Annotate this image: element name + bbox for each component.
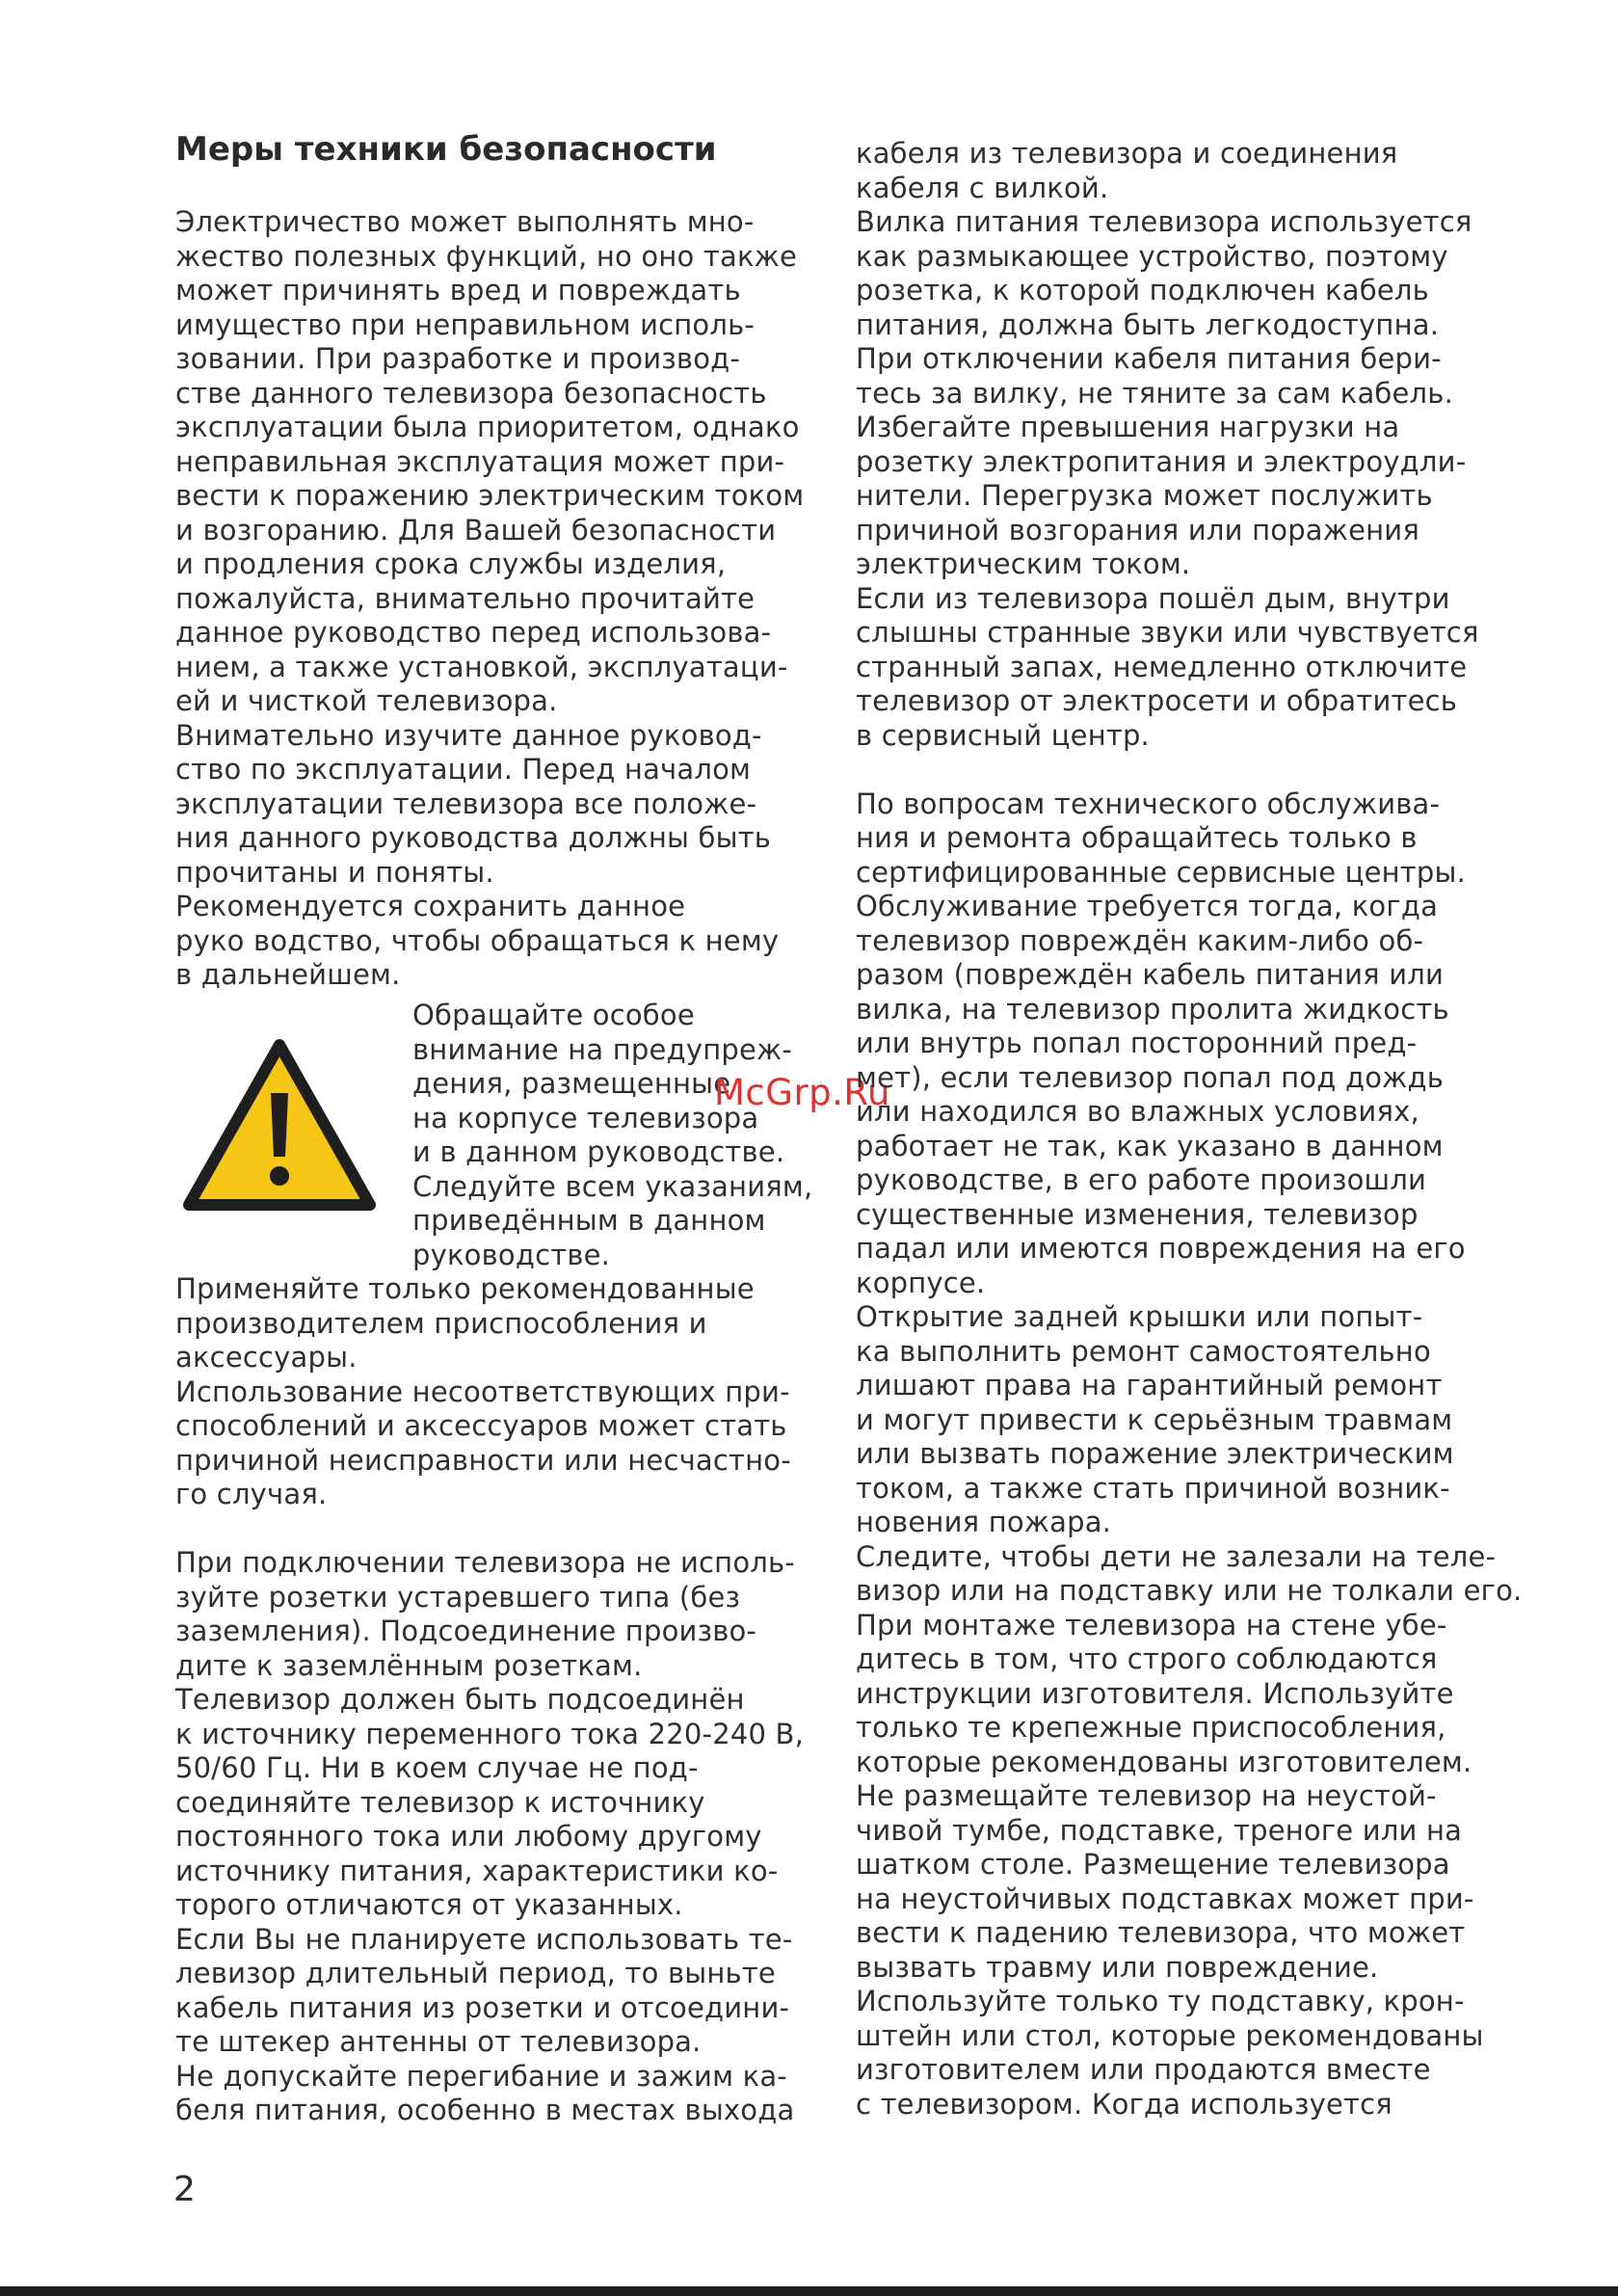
- page-number: 2: [173, 2170, 196, 2209]
- text-line: Вилка питания телевизора используется: [856, 205, 1472, 238]
- text-line: кабеля из телевизора и соединения: [856, 137, 1398, 170]
- text-line: штейн или стол, которые рекомендованы: [856, 2018, 1484, 2052]
- text-line: неправильная эксплуатация может при-: [175, 444, 785, 478]
- watermark: McGrp.Ru: [714, 1072, 890, 1113]
- bottom-rule: [0, 2286, 1618, 2296]
- text-line: причиной возгорания или поражения: [856, 513, 1419, 547]
- right-column-text: [856, 137, 1522, 2122]
- text-line: прочитаны и поняты.: [175, 855, 494, 889]
- text-line: эксплуатации была приоритетом, однако: [175, 411, 800, 443]
- text-line: изготовителем или продаются вместе: [856, 2053, 1431, 2086]
- text-line: визор или на подставку или не толкали его.: [856, 1574, 1523, 1607]
- text-line: питания, должна быть легкодоступна.: [856, 307, 1440, 341]
- left-column-bottom-text: [175, 1272, 804, 2128]
- text-line: Если Вы не планируете использовать те-: [175, 1922, 793, 1956]
- text-line: сертифицированные сервисные центры.: [856, 855, 1467, 889]
- text-line: Рекомендуется сохранить данное: [175, 890, 686, 922]
- text-line: При отключении кабеля питания бери-: [856, 342, 1442, 375]
- text-line: постоянного тока или любому другому: [175, 1820, 762, 1853]
- text-line: При монтаже телевизора на стене убе-: [856, 1608, 1447, 1642]
- text-line: которые рекомендованы изготовителем.: [856, 1745, 1472, 1778]
- text-line: 50/60 Гц. Ни в коем случае не под-: [175, 1751, 699, 1784]
- text-line: дения, размещенные: [412, 1067, 731, 1100]
- text-line: стве данного телевизора безопасность: [175, 376, 767, 410]
- text-line: способлений и аксессуаров может стать: [175, 1409, 787, 1442]
- text-line: Следите, чтобы дети не залезали на теле-: [856, 1539, 1497, 1573]
- text-line: телевизор повреждён каким-либо об-: [856, 923, 1424, 957]
- text-line: Обращайте особое: [412, 999, 695, 1031]
- text-line: жество полезных функций, но оно также: [175, 239, 798, 273]
- text-line: руководстве.: [412, 1238, 611, 1271]
- text-line: с телевизором. Когда используется: [856, 2087, 1393, 2121]
- text-line: [175, 1512, 804, 1547]
- text-line: розетку электропитания и электроудли-: [856, 444, 1467, 478]
- text-line: Следуйте всем указаниям,: [412, 1169, 813, 1203]
- text-line: электрическим током.: [856, 547, 1191, 580]
- text-line: Избегайте превышения нагрузки на: [856, 411, 1400, 443]
- text-line: новения пожара.: [856, 1506, 1112, 1538]
- text-line: зуйте розетки устаревшего типа (без: [175, 1580, 741, 1614]
- text-line: дите к заземлённым розеткам.: [175, 1648, 643, 1682]
- text-line: При подключении телевизора не исполь-: [175, 1546, 795, 1579]
- text-line: ство по эксплуатации. Перед началом: [175, 753, 752, 786]
- text-line: и продления срока службы изделия,: [175, 547, 727, 580]
- text-line: те штекер антенны от телевизора.: [175, 2025, 702, 2058]
- text-line: источнику питания, характеристики ко-: [175, 1854, 779, 1887]
- text-line: ка выполнить ремонт самостоятельно: [856, 1334, 1431, 1368]
- text-line: Применяйте только рекомендованные: [175, 1272, 755, 1305]
- text-line: вызвать травму или повреждение.: [856, 1950, 1379, 1984]
- text-line: Если из телевизора пошёл дым, внутри: [856, 581, 1450, 615]
- text-line: корпусе.: [856, 1266, 986, 1299]
- text-line: как размыкающее устройство, поэтому: [856, 239, 1448, 273]
- text-line: может причинять вред и повреждать: [175, 274, 741, 307]
- text-line: падал или имеются повреждения на его: [856, 1232, 1466, 1265]
- text-line: Не допускайте перегибание и зажим ка-: [175, 2059, 787, 2093]
- text-line: шатком столе. Размещение телевизора: [856, 1848, 1450, 1881]
- text-line: соединяйте телевизор к источнику: [175, 1785, 705, 1819]
- text-line: работает не так, как указано в данном: [856, 1129, 1444, 1162]
- text-line: нители. Перегрузка может послужить: [856, 479, 1433, 512]
- text-line: данное руководство перед использова-: [175, 616, 772, 649]
- text-line: эксплуатации телевизора все положе-: [175, 787, 757, 820]
- text-line: в дальнейшем.: [175, 958, 401, 991]
- text-line: руководстве, в его работе произошли: [856, 1163, 1427, 1196]
- text-line: разом (повреждён кабель питания или: [856, 958, 1445, 991]
- text-line: Открытие задней крышки или попыт-: [856, 1300, 1423, 1333]
- text-line: током, а также стать причиной возник-: [856, 1471, 1450, 1505]
- text-line: или находился во влажных условиях,: [856, 1095, 1419, 1128]
- text-line: розетка, к которой подключен кабель: [856, 274, 1429, 307]
- text-line: или внутрь попал посторонний пред-: [856, 1027, 1418, 1059]
- text-line: на корпусе телевизора: [412, 1101, 759, 1135]
- text-line: По вопросам технического обслужива-: [856, 787, 1441, 820]
- text-line: Используйте только ту подставку, крон-: [856, 1985, 1465, 2017]
- text-line: кабель питания из розетки и отсоедини-: [175, 1990, 790, 2024]
- text-line: дитесь в том, что строго соблюдаются: [856, 1642, 1438, 1675]
- text-line: [856, 753, 1522, 788]
- text-line: в сервисный центр.: [856, 718, 1150, 752]
- text-line: и в данном руководстве.: [412, 1135, 785, 1168]
- text-line: аксессуары.: [175, 1341, 358, 1374]
- text-line: Телевизор должен быть подсоединён: [175, 1683, 745, 1716]
- text-line: инструкции изготовителя. Используйте: [856, 1676, 1454, 1710]
- text-line: тесь за вилку, не тяните за сам кабель.: [856, 376, 1453, 410]
- text-line: торого отличаются от указанных.: [175, 1888, 683, 1921]
- text-line: Электричество может выполнять мно-: [175, 205, 755, 238]
- text-line: Использование несоответствующих при-: [175, 1375, 790, 1408]
- text-line: на неустойчивых подставках может при-: [856, 1882, 1474, 1915]
- text-line: левизор длительный период, то выньте: [175, 1957, 776, 1989]
- text-line: мет), если телевизор попал под дождь: [856, 1060, 1445, 1094]
- text-line: кабеля с вилкой.: [856, 171, 1109, 204]
- text-line: имущество при неправильном исполь-: [175, 307, 756, 341]
- page-title: Меры техники безопасности: [175, 130, 717, 169]
- text-line: ния данного руководства должны быть: [175, 821, 772, 854]
- text-line: к источнику переменного тока 220-240 В,: [175, 1717, 805, 1750]
- text-line: вести к поражению электрическим током: [175, 479, 805, 512]
- text-line: беля питания, особенно в местах выхода: [175, 2094, 795, 2126]
- text-line: руко водство, чтобы обращаться к нему: [175, 923, 780, 957]
- text-line: приведённым в данном: [412, 1204, 766, 1237]
- text-line: или вызвать поражение электрическим: [856, 1437, 1454, 1470]
- text-line: производителем приспособления и: [175, 1306, 707, 1340]
- text-line: существенные изменения, телевизор: [856, 1197, 1419, 1231]
- text-line: внимание на предупреж-: [412, 1032, 792, 1066]
- text-line: пожалуйста, внимательно прочитайте: [175, 581, 756, 615]
- text-line: зовании. При разработке и производ-: [175, 342, 741, 375]
- text-line: Не размещайте телевизор на неустой-: [856, 1779, 1437, 1812]
- text-line: телевизор от электросети и обратитесь: [856, 684, 1458, 717]
- text-line: заземления). Подсоединение произво-: [175, 1615, 757, 1647]
- text-line: вилка, на телевизор пролита жидкость: [856, 992, 1449, 1026]
- text-line: Внимательно изучите данное руковод-: [175, 718, 762, 752]
- text-line: го случая.: [175, 1478, 328, 1510]
- text-line: причиной неисправности или несчастно-: [175, 1443, 791, 1477]
- text-line: нием, а также установкой, эксплуатаци-: [175, 650, 788, 683]
- text-line: ей и чисткой телевизора.: [175, 684, 558, 717]
- text-line: Обслуживание требуется тогда, когда: [856, 890, 1439, 922]
- text-line: и могут привести к серьёзным травмам: [856, 1402, 1453, 1436]
- text-line: слышны странные звуки или чувствуется: [856, 616, 1479, 649]
- text-line: только те крепежные приспособления,: [856, 1711, 1446, 1744]
- left-column-top-text: [175, 205, 804, 993]
- text-line: и возгоранию. Для Вашей безопасности: [175, 513, 777, 547]
- text-line: ния и ремонта обращайтесь только в: [856, 821, 1418, 854]
- warning-text: [412, 999, 812, 1272]
- text-line: лишают права на гарантийный ремонт: [856, 1369, 1443, 1402]
- warning-triangle-icon: [179, 1033, 380, 1216]
- text-line: странный запах, немедленно отключите: [856, 650, 1468, 683]
- text-line: чивой тумбе, подставке, треноге или на: [856, 1813, 1463, 1847]
- text-line: вести к падению телевизора, что может: [856, 1916, 1466, 1949]
